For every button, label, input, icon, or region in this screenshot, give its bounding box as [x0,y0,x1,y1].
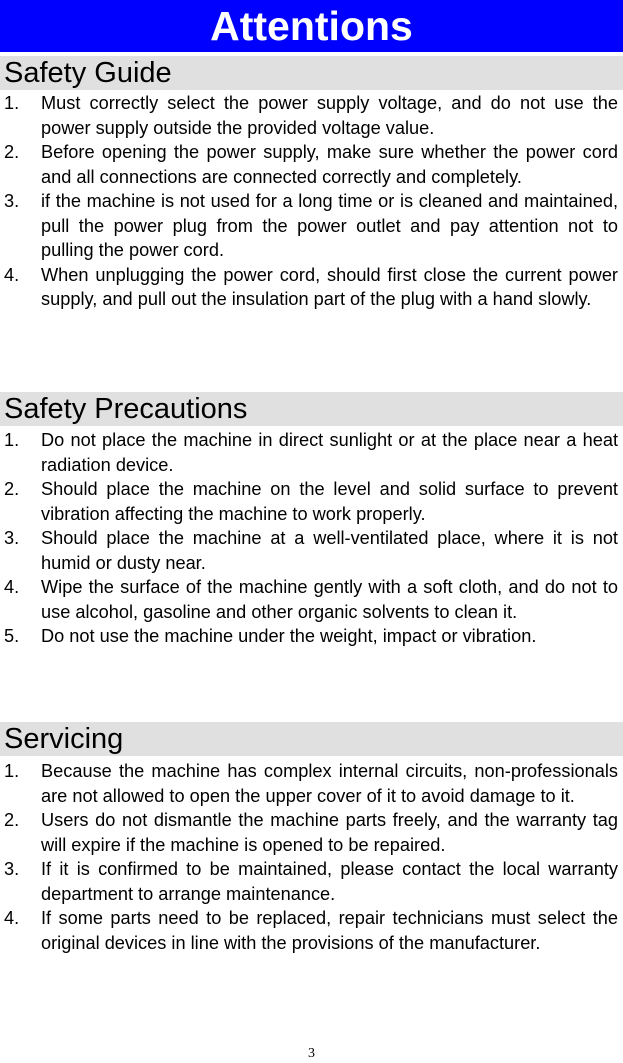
item-text: Should place the machine at a well-ventilated place, where it is not humid or dusty near. [41,528,618,573]
list-item [0,759,623,808]
item-number: 1. [4,761,20,781]
section-heading-servicing: Servicing [0,722,623,756]
item-text: When unplugging the power cord, should first close the current power supply, and pull out the insulation part of the plug with a hand slowly. [41,264,618,309]
item-text: Do not place the machine in direct sunlight or at the place near a heat radiation device. [41,430,618,475]
item-number: 3. [4,859,20,879]
item-text: Wipe the surface of the machine gently with a soft cloth, and do not to use alcohol, gasoline and other organic solvents to clean it. [41,577,618,622]
item-number: 2. [4,479,20,499]
item-number: 4. [4,577,20,597]
item-number: 2. [4,142,20,162]
item-number: 3. [4,191,20,211]
item-number: 2. [4,810,20,830]
list-item [0,140,623,189]
page-number: 3 [308,1046,315,1061]
list-item [0,91,623,140]
item-number: 4. [4,908,20,928]
item-text: Users do not dismantle the machine parts freely, and the warranty tag will expire if the machine is opened to be repaired. [41,810,618,855]
safety-precautions-list [0,428,623,649]
item-text: Because the machine has complex internal circuits, non-professionals are not allowed to open the upper cover of it to avoid damage to it. [41,761,618,806]
item-text: Must correctly select the power supply voltage, and do not use the power supply outside the provided voltage value. [41,93,618,138]
item-number: 3. [4,528,20,548]
page-title: Attentions [0,0,623,52]
item-text: If it is confirmed to be maintained, please contact the local warranty department to arrange maintenance. [41,859,618,904]
item-number: 1. [4,93,20,113]
item-number: 5. [4,626,20,646]
safety-guide-list [0,91,623,312]
list-item [0,428,623,477]
servicing-list [0,759,623,955]
list-item [0,808,623,857]
section-heading-safety-guide: Safety Guide [0,56,623,90]
list-item [0,526,623,575]
item-number: 4. [4,264,20,285]
item-text: Should place the machine on the level and solid surface to prevent vibration affecting the machine to work properly. [41,479,618,524]
list-item [0,477,623,526]
item-number: 1. [4,430,20,450]
list-item [0,263,623,312]
section-heading-safety-precautions: Safety Precautions [0,392,623,426]
list-item [0,624,623,649]
item-text: Before opening the power supply, make sure whether the power cord and all connections are connected correctly and completely. [41,142,618,187]
item-text: if the machine is not used for a long time or is cleaned and maintained, pull the power plug from the power outlet and pay attention not to pulling the power cord. [41,191,618,260]
item-text: If some parts need to be replaced, repair technicians must select the original devices in line with the provisions of the manufacturer. [41,908,618,953]
list-item [0,189,623,263]
list-item [0,575,623,624]
list-item [0,857,623,906]
list-item [0,906,623,955]
item-text: Do not use the machine under the weight, impact or vibration. [41,626,537,646]
